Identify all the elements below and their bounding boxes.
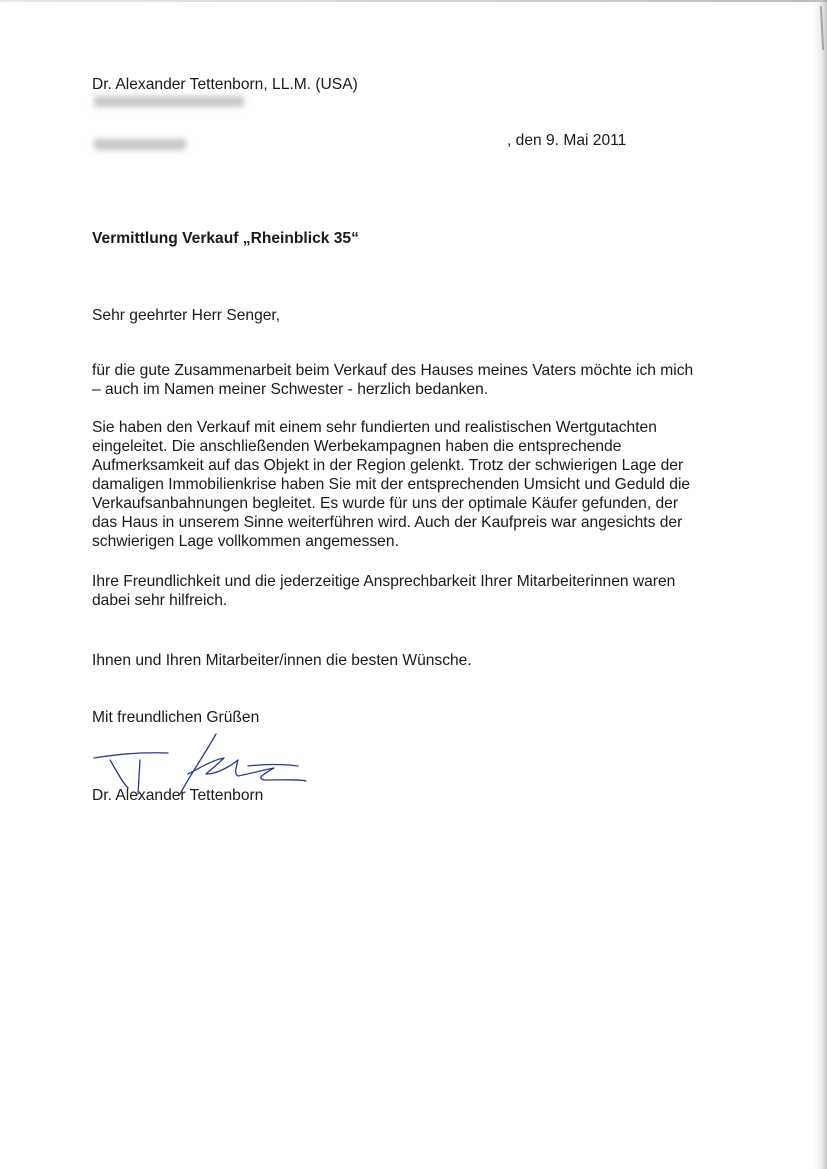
paragraph-line: eingeleitet. Die anschließenden Werbekampagnen haben die entsprechende [92,438,622,455]
paragraph-line: – auch im Namen meiner Schwester - herzlich bedanken. [92,381,489,398]
paragraph-line: Verkaufsanbahnungen begleitet. Es wurde für uns der optimale Käufer gefunden, der [92,495,679,512]
scan-edge-top [0,0,827,2]
salutation: Sehr geehrter Herr Senger, [92,307,281,324]
scan-edge-right [813,0,827,1169]
sender-name: Dr. Alexander Tettenborn, LL.M. (USA) [92,76,358,93]
redacted-city [94,139,186,150]
paragraph-line: Aufmerksamkeit auf das Objekt in der Region gelenkt. Trotz der schwierigen Lage der [92,457,684,474]
paragraph-sale-details [92,418,690,551]
paragraph-line: für die gute Zusammenarbeit beim Verkauf des Hauses meines Vaters möchte ich mich [92,362,694,379]
paragraph-thanks [92,361,693,399]
redacted-street [94,96,244,107]
paragraph-staff [92,572,675,610]
letter-date: , den 9. Mai 2011 [507,132,627,149]
paragraph-line: dabei sehr hilfreich. [92,592,228,609]
closing-phrase: Mit freundlichen Grüßen [92,709,260,726]
best-wishes: Ihnen und Ihren Mitarbeiter/innen die besten Wünsche. [92,652,472,669]
paragraph-line: schwierigen Lage vollkommen angemessen. [92,533,399,550]
signature-name: Dr. Alexander Tettenborn [92,787,264,804]
paragraph-line: Ihre Freundlichkeit und die jederzeitige Ansprechbarkeit Ihrer Mitarbeiterinnen waren [92,573,676,590]
paragraph-line: damaligen Immobilienkrise haben Sie mit der entsprechenden Umsicht und Geduld die [92,476,691,493]
paragraph-line: Sie haben den Verkauf mit einem sehr fundierten und realistischen Wertgutachten [92,419,657,436]
paragraph-line: das Haus in unserem Sinne weiterführen wird. Auch der Kaufpreis war angesichts der [92,514,683,531]
letter-subject: Vermittlung Verkauf „Rheinblick 35“ [92,230,359,247]
